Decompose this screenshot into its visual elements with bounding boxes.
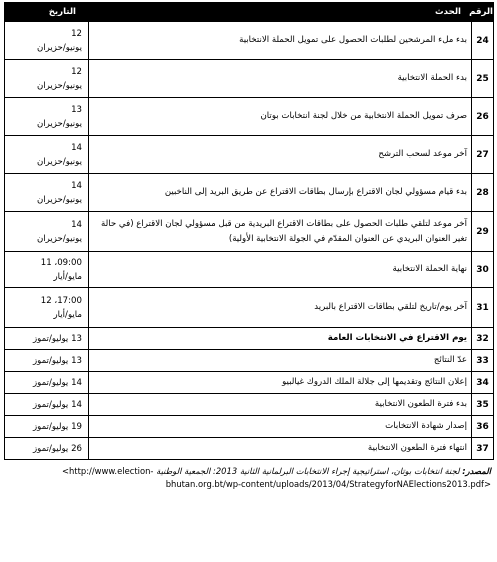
row-event: نهاية الحملة الانتخابية bbox=[89, 252, 472, 288]
row-date-line2: يونيو/حزيران bbox=[36, 233, 82, 244]
table-row bbox=[5, 350, 494, 372]
row-event: إصدار شهادة الانتخابات bbox=[89, 416, 472, 438]
row-date-line1: 14 bbox=[71, 180, 82, 191]
row-number: 33 bbox=[472, 350, 494, 372]
row-event: انتهاء فترة الطعون الانتخابية bbox=[89, 438, 472, 460]
row-date bbox=[5, 136, 89, 174]
row-number: 36 bbox=[472, 416, 494, 438]
row-date bbox=[5, 438, 89, 460]
row-number: 25 bbox=[472, 60, 494, 98]
document-page bbox=[4, 2, 493, 491]
row-event: آخر موعد لسحب الترشح bbox=[89, 136, 472, 174]
row-date bbox=[5, 288, 89, 328]
row-date bbox=[5, 212, 89, 252]
table-row bbox=[5, 98, 494, 136]
row-date-line2: يونيو/حزيران bbox=[36, 42, 82, 53]
row-number: 28 bbox=[472, 174, 494, 212]
source-url-part1[interactable]: <http://www.election- bbox=[61, 466, 154, 476]
table-row bbox=[5, 60, 494, 98]
row-date-line2: مايو/أيار bbox=[53, 309, 82, 320]
row-date-line1: 12 bbox=[71, 28, 82, 39]
table-row bbox=[5, 416, 494, 438]
row-event: آخر يوم/تاريخ لتلقي بطاقات الاقتراع بالبريد bbox=[89, 288, 472, 328]
row-number: 31 bbox=[472, 288, 494, 328]
header-event: الحدث bbox=[89, 3, 472, 22]
row-event: عدّ النتائج bbox=[89, 350, 472, 372]
row-date-line1: 19 يوليو/تموز bbox=[33, 421, 82, 432]
row-date-line1: 14 bbox=[71, 219, 82, 230]
source-note bbox=[4, 460, 493, 491]
row-number: 30 bbox=[472, 252, 494, 288]
row-number: 27 bbox=[472, 136, 494, 174]
row-date-line1: 14 bbox=[71, 142, 82, 153]
header-date: التاريخ bbox=[5, 3, 89, 22]
row-date-line1: 09:00، 11 bbox=[40, 257, 82, 268]
row-date bbox=[5, 22, 89, 60]
table-row bbox=[5, 288, 494, 328]
source-text: لجنة انتخابات بوتان، استراتيجية إجراء الانتخابات البرلمانية الثانية 2013: الجمعية الوطنية bbox=[156, 466, 460, 476]
row-date bbox=[5, 98, 89, 136]
row-date bbox=[5, 416, 89, 438]
table-row bbox=[5, 252, 494, 288]
row-date-line2: مايو/أيار bbox=[53, 271, 82, 282]
row-date bbox=[5, 394, 89, 416]
row-date bbox=[5, 328, 89, 350]
table-row bbox=[5, 22, 494, 60]
row-event: صرف تمويل الحملة الانتخابية من خلال لجنة انتخابات بوتان bbox=[89, 98, 472, 136]
row-event: بدء فترة الطعون الانتخابية bbox=[89, 394, 472, 416]
table-header-row bbox=[5, 3, 494, 22]
header-number: الرقم bbox=[472, 3, 494, 22]
row-event: آخر موعد لتلقي طلبات الحصول على بطاقات الاقتراع البريدية من قبل مسؤولي لجان الاقتراع (في حالة تغير العنوان البريدي عن العنوان المقدّم في الجولة الانتخابية الأولية) bbox=[89, 212, 472, 252]
table-row bbox=[5, 212, 494, 252]
row-number: 35 bbox=[472, 394, 494, 416]
row-date-line2: يونيو/حزيران bbox=[36, 80, 82, 91]
row-date-line1: 14 يوليو/تموز bbox=[33, 399, 82, 410]
table-row bbox=[5, 136, 494, 174]
row-date bbox=[5, 372, 89, 394]
row-number: 32 bbox=[472, 328, 494, 350]
row-number: 24 bbox=[472, 22, 494, 60]
row-date-line2: يونيو/حزيران bbox=[36, 118, 82, 129]
row-date-line2: يونيو/حزيران bbox=[36, 194, 82, 205]
election-timeline-table bbox=[4, 2, 494, 460]
row-date bbox=[5, 350, 89, 372]
row-date bbox=[5, 252, 89, 288]
source-url-part2[interactable]: bhutan.org.bt/wp-content/uploads/2013/04/StrategyforNAElections2013.pdf> bbox=[165, 479, 491, 489]
table-row bbox=[5, 372, 494, 394]
row-event: إعلان النتائج وتقديمها إلى جلالة الملك الدروك غيالبيو bbox=[89, 372, 472, 394]
row-number: 34 bbox=[472, 372, 494, 394]
row-date-line1: 26 يوليو/تموز bbox=[33, 443, 82, 454]
row-event: بدء قيام مسؤولي لجان الاقتراع بإرسال بطاقات الاقتراع عن طريق البريد إلى الناخبين bbox=[89, 174, 472, 212]
table-row bbox=[5, 394, 494, 416]
row-event: يوم الاقتراع في الانتخابات العامة bbox=[89, 328, 472, 350]
row-date-line1: 14 يوليو/تموز bbox=[33, 377, 82, 388]
table-row bbox=[5, 328, 494, 350]
row-event: بدء الحملة الانتخابية bbox=[89, 60, 472, 98]
row-number: 29 bbox=[472, 212, 494, 252]
row-event: بدء ملء المرشحين لطلبات الحصول على تمويل الحملة الانتخابية bbox=[89, 22, 472, 60]
row-date-line2: يونيو/حزيران bbox=[36, 156, 82, 167]
row-date bbox=[5, 174, 89, 212]
row-date bbox=[5, 60, 89, 98]
table-row bbox=[5, 438, 494, 460]
row-date-line1: 13 bbox=[71, 104, 82, 115]
row-date-line1: 13 يوليو/تموز bbox=[33, 355, 82, 366]
row-number: 37 bbox=[472, 438, 494, 460]
row-date-line1: 13 يوليو/تموز bbox=[33, 333, 82, 344]
row-number: 26 bbox=[472, 98, 494, 136]
row-date-line1: 12 bbox=[71, 66, 82, 77]
source-label: المصدر: bbox=[462, 466, 491, 476]
row-date-line1: 17:00، 12 bbox=[40, 295, 82, 306]
table-row bbox=[5, 174, 494, 212]
